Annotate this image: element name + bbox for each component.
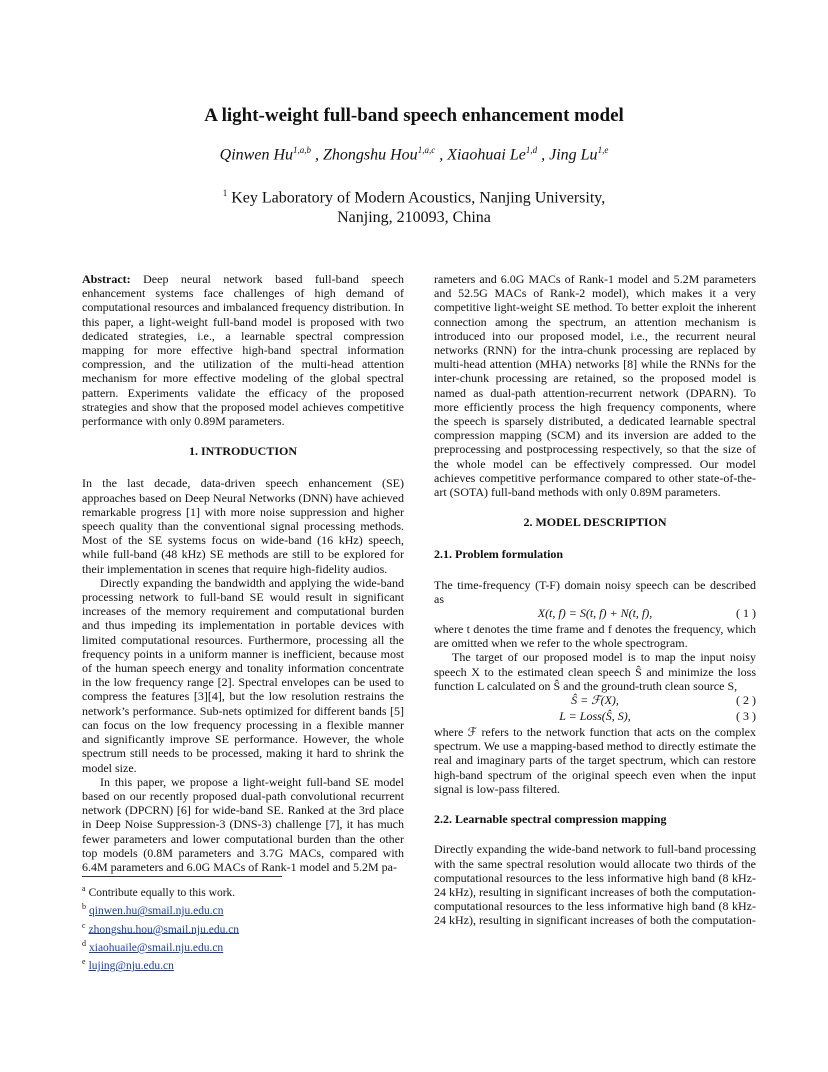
affiliation-line: Nanjing, 210093, China (337, 209, 491, 227)
author-name: Jing Lu (549, 146, 598, 164)
footnote-mark: a (82, 884, 86, 893)
affiliation-mark: 1 (222, 188, 228, 198)
footnote (82, 900, 404, 918)
footnote (82, 937, 404, 955)
paragraph: The time-frequency (T-F) domain noisy speech can be described as (434, 577, 756, 606)
author-name: Qinwen Hu (219, 146, 293, 164)
paragraph: Directly expanding the wide-band network to full-band processing with the same spectral resolution would allocate two thirds of the computational resources to the less informative high band (8 kHz-24 kHz), resulting in significant increases of both the computation-computational resources to the less informative high band (8 kHz-24 kHz), resulting in significant increases of both the computation- (434, 842, 756, 928)
subsection-heading: 2.1. Problem formulation (434, 547, 564, 562)
email-link[interactable]: xiaohuaile@smail.nju.edu.cn (89, 941, 224, 954)
equation-1 (434, 606, 756, 622)
section-heading-model-description: 2. MODEL DESCRIPTION (523, 515, 667, 530)
subsection-heading: 2.2. Learnable spectral compression mapping (434, 812, 667, 827)
footnote-mark: d (82, 938, 86, 948)
author-affiliation-mark: 1,a,b (293, 145, 311, 155)
paragraph: where t denotes the time frame and f denotes the frequency, which are omitted when we refer to the whole spectrogram. (434, 622, 756, 651)
author-affiliation-mark: 1,d (525, 145, 538, 155)
paragraph: In this paper, we propose a light-weight full-band SE model based on our recently proposed dual-path convolutional recurrent network (DPCRN) [6] for wide-band SE. Ranked at the 3rd place in Deep Noise Suppression-3 (DNS-3) challenge [7], it has much fewer parameters and lower computational burden than the other top models (0.8M parameters and 3.7G MACs, compared with 6.4M parameters and 6.0G MACs of Rank-1 model and 5.2M pa- (82, 774, 404, 874)
paragraph: In the last decade, data-driven speech enhancement (SE) approaches based on Deep Neural Networks (DNN) have achieved remarkable progress [1] with more noise suppression and higher speech quality than the conventional signal processing methods. Most of the SE systems focus on wide-band (16 kHz) speech, while full-band (48 kHz) SE methods are still to be explored for their implementation in scenes that require high-fidelity audios. (82, 476, 404, 576)
footnote-mark: b (82, 902, 86, 912)
equation-number: ( 1 ) (736, 606, 756, 621)
abstract-text: Deep neural network based full-band speech enhancement systems face challenges of high demand of computational resources and imbalanced frequency distribution. In this paper, a light-weight full-band model is proposed with two dedicated strategies, i.e., a learnable spectral compression mapping for more effective high-band spectral information compression, and the utilization of the multi-head attention mechanism for more effective modeling of the global spectral pattern. Experiments validate the efficacy of the proposed strategies and show that the proposed model achieves competitive performance with only 0.89M parameters. (82, 272, 404, 429)
paragraph: Directly expanding the bandwidth and applying the wide-band processing network to full-band SE would result in significant increases of the memory requirement and computational burden and thus impeding its implementation in portable devices with limited computational resources. Furthermore, processing all the frequency points in a uniform manner is inefficient, because most of the human speech energy and tonality information concentrate in the low frequency range [2]. Spectral envelopes can be used to compress the features [3][4], but the low resolution restrains the network’s performance. Sub-nets optimized for different bands [5] can focus on the low frequency processing in a flexible manner and significantly improve SE performance. However, the whole spectrum still needs to be processed, making it hard to shrink the model size. (82, 575, 404, 775)
email-link[interactable]: lujing@nju.edu.cn (88, 960, 174, 973)
left-column (82, 272, 404, 874)
affiliation (0, 183, 828, 228)
equation-body: L = Loss(Ŝ, S), (559, 709, 631, 724)
footnote (82, 882, 404, 900)
author-affiliation-mark: 1,e (597, 145, 609, 155)
section-heading-introduction: 1. INTRODUCTION (188, 444, 297, 459)
footnote-divider (82, 876, 282, 877)
footnote-mark: e (82, 957, 86, 967)
equation-body: X(t, f) = S(t, f) + N(t, f), (537, 606, 653, 621)
footnote-mark: c (82, 920, 86, 930)
paper-title: A light-weight full-band speech enhancement model (204, 105, 624, 126)
author-name: Zhongshu Hou (323, 146, 418, 164)
equation-3 (434, 709, 756, 725)
footnotes (82, 882, 404, 974)
abstract (82, 272, 404, 428)
author-list: Qinwen Hu$^{1,a,b}$ , Zhongshu Hou$^{1,a,c}$ , Xiaohuai Le$^{1,d}$ , Jing Lu$^{1,e}$ (219, 145, 609, 164)
footnote (82, 955, 404, 973)
author-affiliation-mark: 1,a,c (417, 145, 436, 155)
footnote (82, 919, 404, 937)
affiliation-line: Key Laboratory of Modern Acoustics, Nanjing University, (231, 189, 606, 207)
equation-number: ( 3 ) (736, 709, 756, 724)
abstract-label: Abstract: (82, 272, 131, 286)
equation-2 (434, 693, 756, 709)
equation-body: Ŝ = ℱ(X), (571, 693, 619, 708)
email-link[interactable]: qinwen.hu@smail.nju.edu.cn (89, 905, 224, 918)
footnote-text: Contribute equally to this work. (88, 886, 236, 899)
paragraph: rameters and 6.0G MACs of Rank-1 model and 5.2M parameters and 52.5G MACs of Rank-2 model), which makes it a very competitive light-weight SE method. To better exploit the inherent connection among the spectrum, an attention mechanism is introduced into our proposed model, i.e., the recurrent neural networks (RNN) for the intra-chunk processing are replaced by multi-head attention (MHA) networks [8] while the RNNs for the inter-chunk processing are retained, so the proposed model is named as dual-path attention-recurrent network (DPARN). To more efficiently process the high frequency components, where the speech is sparsely distributed, a dedicated learnable spectral compression mapping (SCM) and its inversion are added to the preprocessing and postprocessing respectively, so that the size of the whole model can be effectively compressed. Our model achieves competitive performance compared to other state-of-the-art (SOTA) full-band methods with only 0.89M parameters. (434, 272, 756, 500)
right-column (434, 272, 756, 928)
equation-number: ( 2 ) (736, 693, 756, 708)
paragraph: The target of our proposed model is to map the input noisy speech X to the estimated clean speech Ŝ and minimize the loss function L calculated on Ŝ and the ground-truth clean source S, (434, 650, 756, 693)
paragraph: where ℱ refers to the network function that acts on the complex spectrum. We use a mapping-based method to directly estimate the real and imaginary parts of the target spectrum, which can restore high-band spectrum of the original speech even when the input signal is low-pass filtered. (434, 725, 756, 796)
author-name: Xiaohuai Le (447, 146, 526, 164)
email-link[interactable]: zhongshu.hou@smail.nju.edu.cn (88, 923, 240, 936)
